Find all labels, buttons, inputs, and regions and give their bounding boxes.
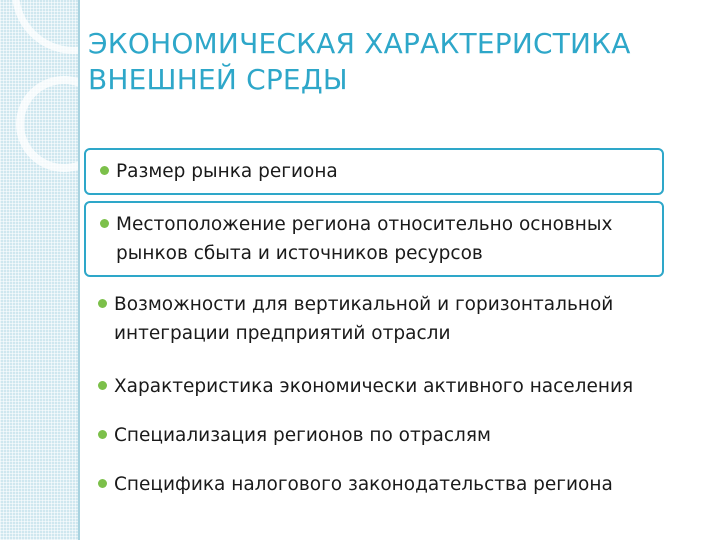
bullet-item-location <box>84 201 664 277</box>
bullet-item-market-size <box>84 148 664 195</box>
bullet-item-population <box>84 365 664 408</box>
green-dot-icon <box>98 479 107 488</box>
green-dot-icon <box>98 381 107 390</box>
bullet-item-specialization <box>84 414 664 457</box>
bullet-text: Характеристика экономически активного населения <box>114 376 634 397</box>
bullet-text: Возможности для вертикальной и горизонтальной интеграции предприятий отрасли <box>114 294 614 344</box>
slide-title-line-1: ЭКОНОМИЧЕСКАЯ ХАРАКТЕРИСТИКА <box>88 27 631 60</box>
bullet-text: Специализация регионов по отраслям <box>114 425 491 446</box>
green-dot-icon <box>98 430 107 439</box>
green-dot-icon <box>100 166 109 175</box>
decorative-side-band <box>0 0 80 540</box>
bullet-list <box>84 148 664 506</box>
bullet-text: Специфика налогового законодательства региона <box>114 474 613 495</box>
bullet-item-tax-law <box>84 463 664 506</box>
bullet-text: Местоположение региона относительно основных рынков сбыта и источников ресурсов <box>116 214 613 264</box>
slide-title <box>88 26 720 98</box>
bullet-item-integration <box>84 283 664 355</box>
bullet-text: Размер рынка региона <box>116 161 338 182</box>
green-dot-icon <box>98 299 107 308</box>
slide-title-line-2: ВНЕШНЕЙ СРЕДЫ <box>88 63 348 96</box>
green-dot-icon <box>100 219 109 228</box>
side-band-edge <box>78 0 80 540</box>
